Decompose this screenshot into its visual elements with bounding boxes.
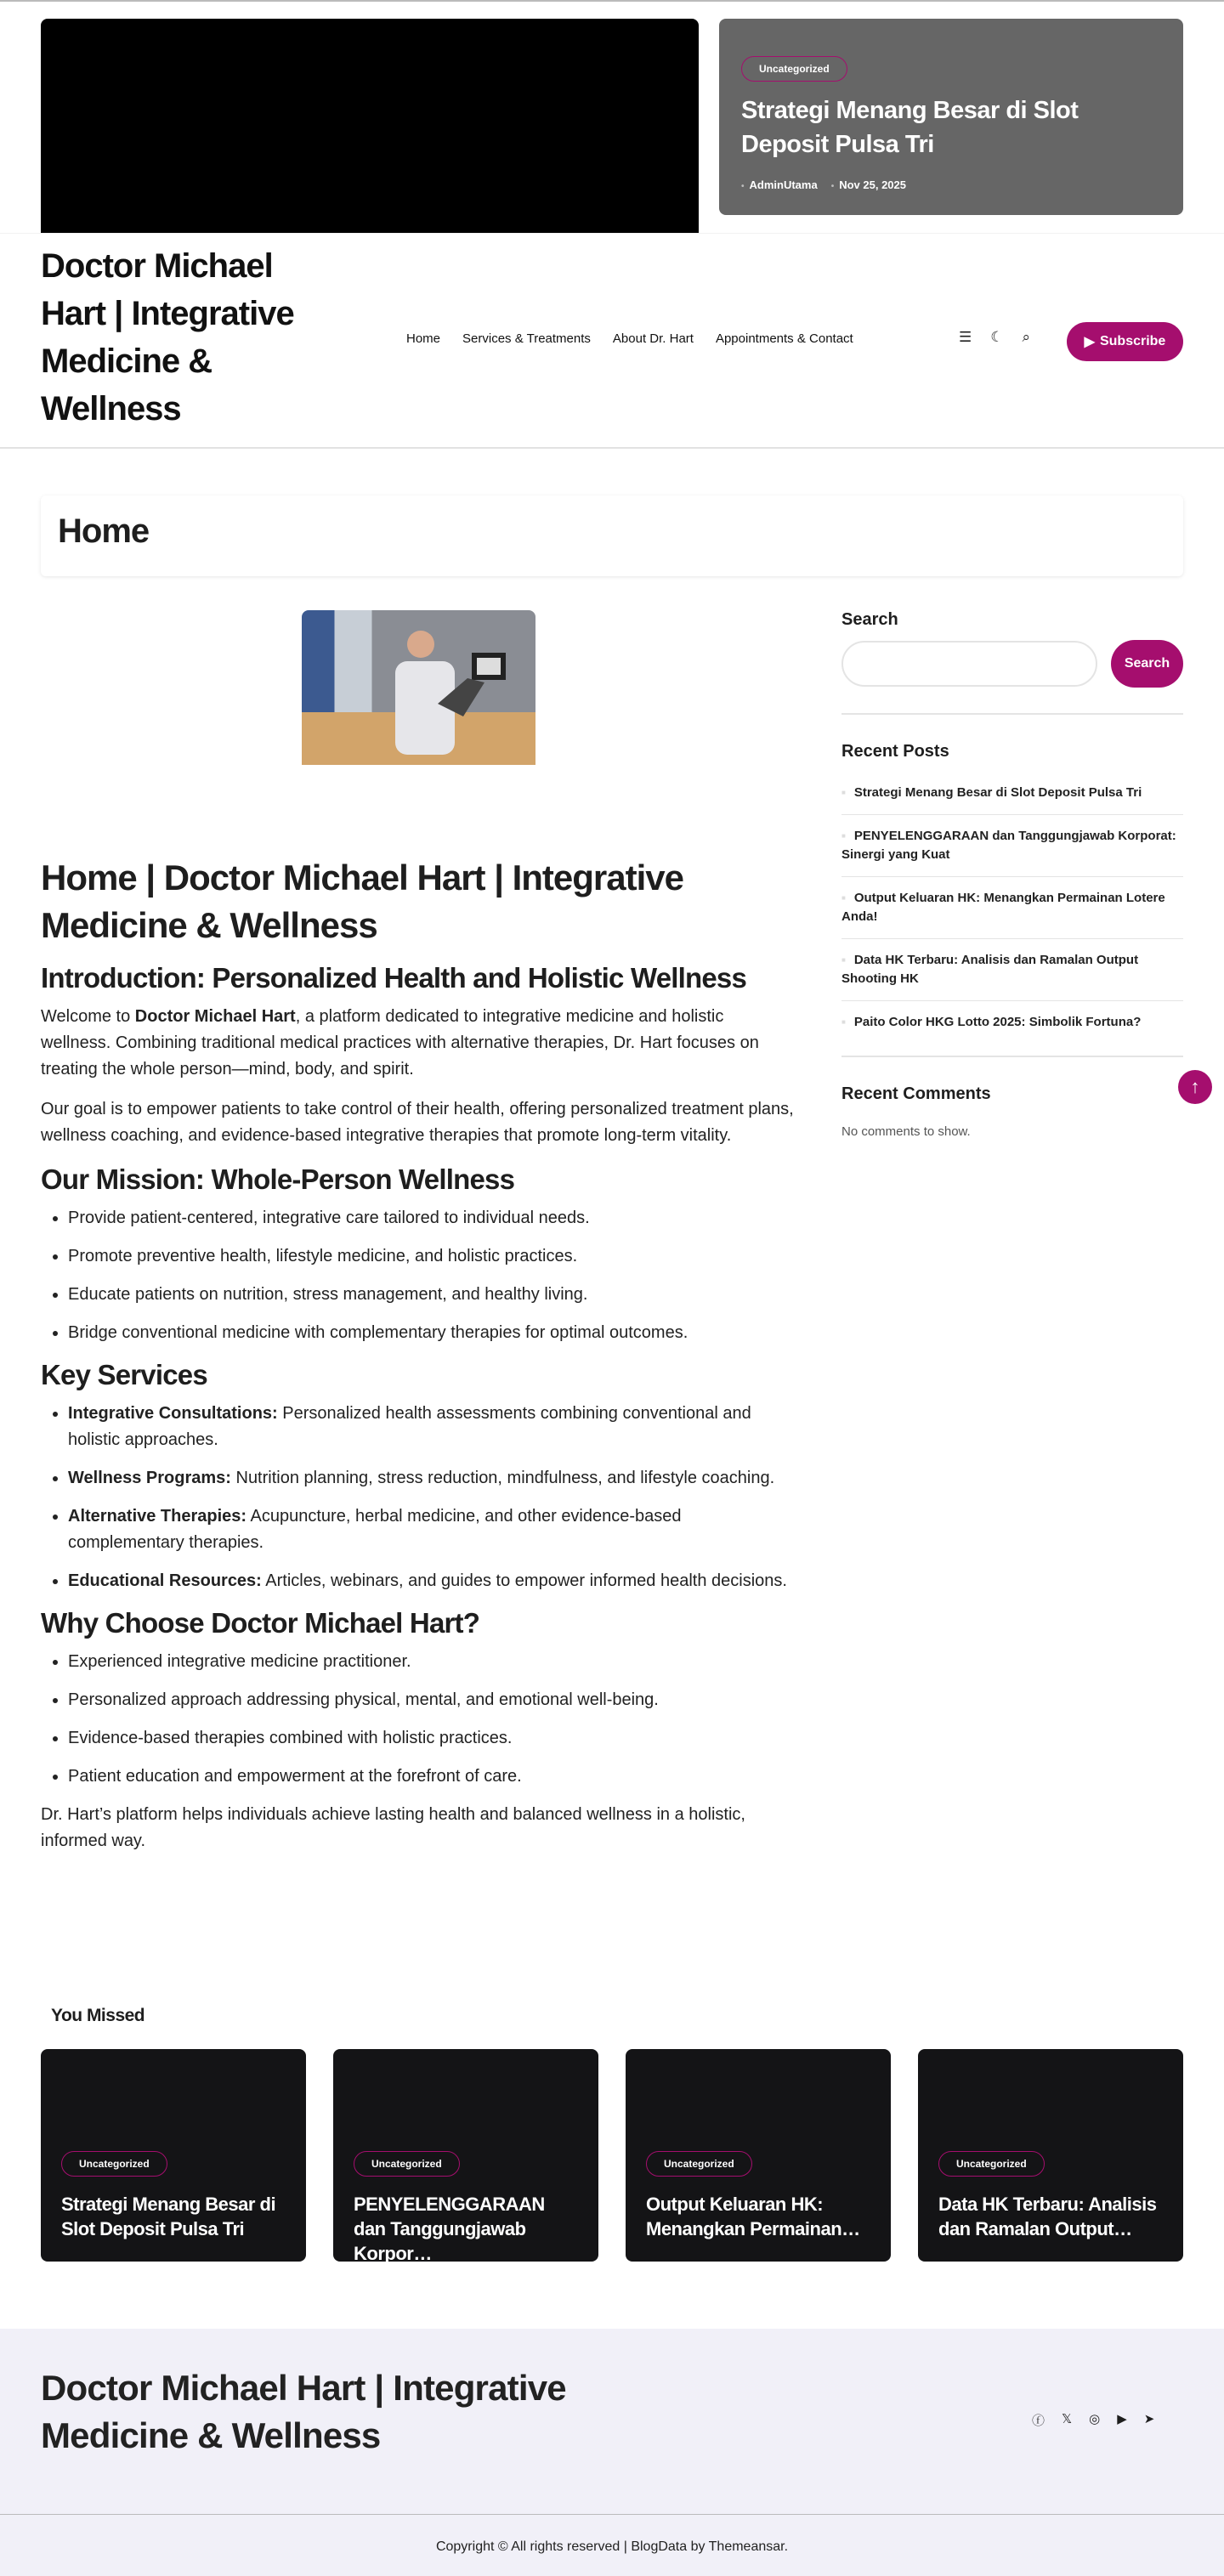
card-title[interactable]: Output Keluaran HK: Menangkan Permainan…	[646, 2194, 860, 2239]
service-desc: Personalized health assessments combining conventional and holistic approaches.	[68, 1404, 751, 1449]
missed-post-card[interactable]	[626, 2049, 891, 2262]
bold-text: Doctor Michael Hart	[134, 1007, 296, 1026]
recent-post-link[interactable]: ■ Output Keluaran HK: Menangkan Permainan Lotere Anda!	[842, 877, 1183, 939]
closing-paragraph: Dr. Hart’s platform helps individuals achieve lasting health and balanced wellness in a holistic, informed way.	[41, 1805, 745, 1850]
list-item: • Provide patient-centered, integrative care tailored to individual needs.	[68, 1205, 797, 1231]
arrow-up-icon: ↑	[1190, 1076, 1200, 1097]
play-icon: ▶	[1084, 335, 1095, 349]
page-title: Home	[58, 512, 150, 550]
missed-post-card[interactable]	[41, 2049, 306, 2262]
post-date[interactable]: • Nov 25, 2025	[831, 178, 906, 191]
top-border	[0, 0, 1224, 2]
text: , a platform dedicated to integrative medicine and holistic wellness. Combining traditional medical practices with alternative therapies, Dr. Hart focuses on treating the whole person—mind, body, and spirit.	[41, 1007, 759, 1079]
header-icons	[959, 329, 1030, 346]
category-badge[interactable]: Uncategorized	[938, 2151, 1045, 2177]
why-list	[41, 1649, 797, 1790]
list-item	[68, 1568, 797, 1594]
search-widget-title: Search	[842, 610, 898, 629]
category-badge[interactable]: Uncategorized	[741, 56, 847, 82]
post-author[interactable]: • AdminUtama	[741, 178, 818, 191]
you-missed-title: You Missed	[51, 2006, 145, 2025]
divider	[842, 1056, 1183, 1057]
intro-heading: Introduction: Personalized Health and Holistic Wellness	[41, 962, 747, 994]
nav-home[interactable]: Home	[406, 331, 441, 346]
sidebar	[842, 610, 1183, 1139]
mission-heading: Our Mission: Whole-Person Wellness	[41, 1163, 515, 1195]
service-name: Integrative Consultations:	[68, 1404, 278, 1423]
list-item: • Experienced integrative medicine practitioner.	[68, 1649, 797, 1675]
social-links	[1032, 2411, 1154, 2429]
service-desc: Nutrition planning, stress reduction, mindfulness, and lifestyle coaching.	[230, 1469, 775, 1487]
facebook-icon[interactable]: ⓕ	[1032, 2414, 1046, 2428]
menu-icon[interactable]: ☰	[959, 329, 972, 345]
youtube-icon[interactable]: ▶	[1117, 2412, 1127, 2426]
recent-comments-title: Recent Comments	[842, 1084, 991, 1104]
main-nav	[406, 331, 853, 346]
services-heading: Key Services	[41, 1359, 207, 1390]
no-comments-text: No comments to show.	[842, 1124, 971, 1140]
category-badge[interactable]: Uncategorized	[61, 2151, 167, 2177]
site-title[interactable]: Doctor Michael Hart | Integrative Medicine & Wellness	[41, 247, 294, 427]
recent-posts-title: Recent Posts	[842, 742, 949, 761]
nav-appointments[interactable]: Appointments & Contact	[715, 331, 853, 346]
service-desc: Acupuncture, herbal medicine, and other evidence-based complementary therapies.	[68, 1507, 682, 1552]
why-heading: Why Choose Doctor Michael Hart?	[41, 1607, 480, 1639]
nav-about[interactable]: About Dr. Hart	[612, 331, 694, 346]
list-item: • Promote preventive health, lifestyle medicine, and holistic practices.	[68, 1243, 797, 1270]
footer-site-title[interactable]: Doctor Michael Hart | Integrative Medicine & Wellness	[41, 2368, 566, 2455]
featured-image-doctor-at-desk	[302, 610, 536, 765]
x-icon[interactable]: 𝕏	[1062, 2412, 1073, 2426]
goal-paragraph: Our goal is to empower patients to take control of their health, offering personalized treatment plans, wellness coaching, and evidence-based integrative therapies that promote long-term vitality.	[41, 1100, 794, 1145]
search-input[interactable]	[842, 641, 1097, 687]
subscribe-button[interactable]	[1067, 322, 1183, 361]
article-title: Home | Doctor Michael Hart | Integrative Medicine & Wellness	[41, 858, 684, 945]
mission-list	[41, 1205, 797, 1346]
divider	[842, 713, 1183, 715]
scroll-to-top-button[interactable]	[1178, 1070, 1212, 1104]
site-footer	[0, 2329, 1224, 2576]
text: Welcome to	[41, 1007, 135, 1026]
category-badge[interactable]: Uncategorized	[354, 2151, 460, 2177]
hero-post-meta	[741, 178, 1161, 191]
recent-post-link[interactable]: ■ PENYELENGGARAAN dan Tanggungjawab Korporat: Sinergi yang Kuat	[842, 815, 1183, 877]
copyright-text: Copyright © All rights reserved | BlogData by Themeansar.	[435, 2539, 789, 2554]
missed-post-card[interactable]	[333, 2049, 598, 2262]
services-list	[41, 1401, 797, 1594]
site-header	[0, 233, 1224, 449]
card-title[interactable]: Data HK Terbaru: Analisis dan Ramalan Output…	[938, 2194, 1157, 2239]
subscribe-label: Subscribe	[1099, 334, 1166, 348]
hero-post-card[interactable]	[719, 19, 1183, 215]
hero-post-title[interactable]: Strategi Menang Besar di Slot Deposit Pulsa Tri	[741, 97, 1079, 158]
list-item: • Patient education and empowerment at the forefront of care.	[68, 1764, 797, 1790]
intro-paragraph	[41, 1004, 797, 1083]
hero-image[interactable]	[41, 19, 699, 233]
category-badge[interactable]: Uncategorized	[646, 2151, 752, 2177]
search-button[interactable]: Search	[1111, 640, 1183, 688]
page-title-box	[41, 495, 1183, 576]
recent-post-link[interactable]: ■ Strategi Menang Besar di Slot Deposit Pulsa Tri	[842, 772, 1183, 815]
service-name: Wellness Programs:	[68, 1469, 231, 1487]
recent-post-link[interactable]: ■ Paito Color HKG Lotto 2025: Simbolik Fortuna?	[842, 1001, 1183, 1044]
list-item: • Bridge conventional medicine with complementary therapies for optimal outcomes.	[68, 1320, 797, 1346]
missed-post-card[interactable]	[918, 2049, 1183, 2262]
list-item: • Evidence-based therapies combined with holistic practices.	[68, 1725, 797, 1752]
recent-post-link[interactable]: ■ Data HK Terbaru: Analisis dan Ramalan Output Shooting HK	[842, 939, 1183, 1001]
list-item	[68, 1503, 797, 1556]
list-item: • Personalized approach addressing physical, mental, and emotional well-being.	[68, 1687, 797, 1713]
telegram-icon[interactable]: ➤	[1143, 2412, 1155, 2426]
service-desc: Articles, webinars, and guides to empower informed health decisions.	[261, 1571, 787, 1590]
search-form	[842, 640, 1183, 688]
card-title[interactable]: PENYELENGGARAAN dan Tanggungjawab Korpor…	[354, 2194, 545, 2264]
footer-divider	[0, 2514, 1224, 2515]
service-name: Alternative Therapies:	[68, 1507, 247, 1526]
list-item: • Educate patients on nutrition, stress management, and healthy living.	[68, 1282, 797, 1308]
article-content	[41, 854, 797, 1868]
dark-mode-icon[interactable]: ☾	[990, 329, 1004, 345]
service-name: Educational Resources:	[68, 1571, 262, 1590]
card-title[interactable]: Strategi Menang Besar di Slot Deposit Pulsa Tri	[61, 2194, 276, 2239]
list-item	[68, 1401, 797, 1453]
instagram-icon[interactable]: ◎	[1089, 2412, 1101, 2426]
list-item	[68, 1465, 797, 1492]
nav-services[interactable]: Services & Treatments	[462, 331, 591, 346]
doctor-illustration	[302, 610, 536, 765]
search-icon[interactable]: ⌕	[1022, 329, 1031, 345]
